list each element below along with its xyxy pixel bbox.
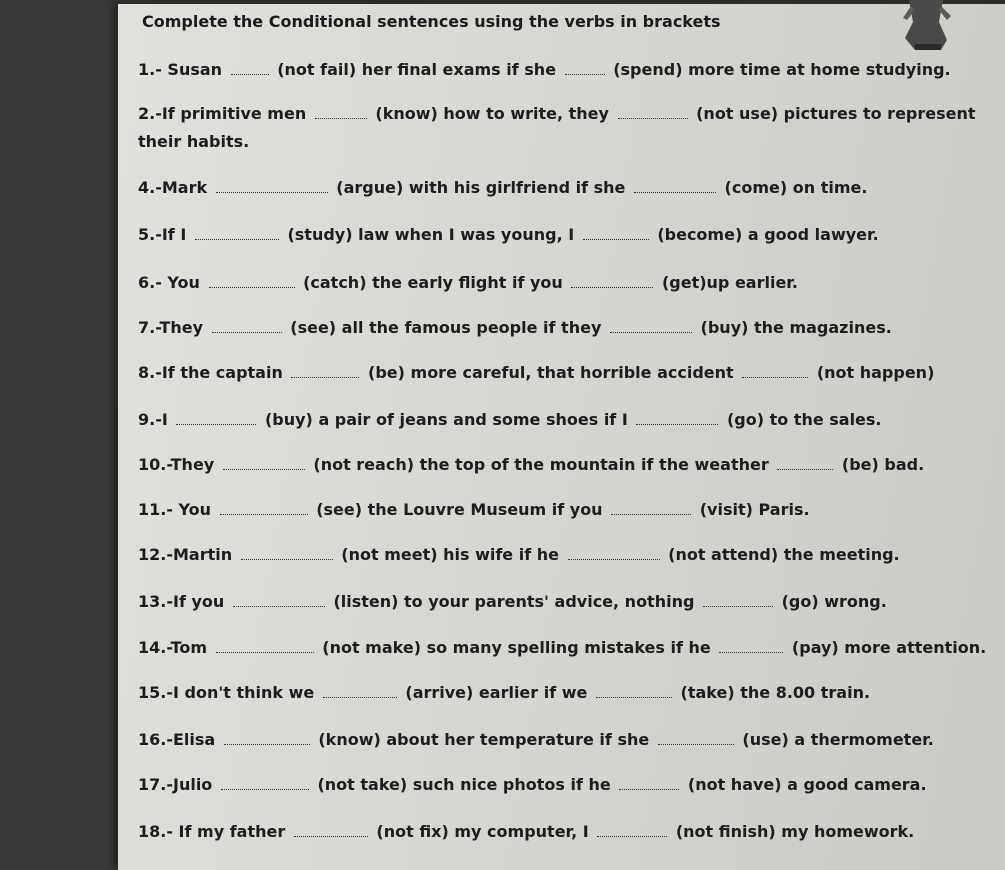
exercise-item	[138, 363, 934, 383]
answer-blank[interactable]	[619, 777, 679, 790]
answer-blank[interactable]	[241, 547, 333, 560]
answer-blank[interactable]	[291, 365, 359, 378]
answer-blank[interactable]	[323, 685, 397, 698]
item-middle: (listen) to your parents' advice, nothing	[333, 592, 695, 611]
answer-blank[interactable]	[618, 106, 688, 119]
answer-blank[interactable]	[209, 275, 295, 288]
item-middle: (not meet) his wife if he	[341, 545, 559, 564]
item-end: (not attend) the meeting.	[668, 545, 900, 564]
item-end: (use) a thermometer.	[742, 730, 934, 749]
item-end: (buy) the magazines.	[700, 318, 892, 337]
exercise-item	[138, 178, 867, 198]
answer-blank[interactable]	[315, 106, 367, 119]
answer-blank[interactable]	[216, 640, 314, 653]
item-start: 7.-They	[138, 318, 204, 337]
item-start: 16.-Elisa	[138, 730, 216, 749]
answer-blank[interactable]	[636, 412, 718, 425]
item-middle: (argue) with his girlfriend if she	[336, 178, 626, 197]
answer-blank[interactable]	[233, 594, 325, 607]
answer-blank[interactable]	[610, 320, 692, 333]
exercise-item	[138, 273, 798, 293]
answer-blank[interactable]	[583, 227, 649, 240]
exercise-item	[138, 730, 934, 750]
cartoon-figure-icon	[895, 0, 957, 52]
answer-blank[interactable]	[596, 685, 672, 698]
worksheet-page	[118, 0, 1005, 870]
answer-blank[interactable]	[568, 547, 660, 560]
item-start: 1.- Susan	[138, 60, 223, 79]
answer-blank[interactable]	[703, 594, 773, 607]
exercise-item	[138, 410, 882, 430]
item-start: 13.-If you	[138, 592, 225, 611]
item-middle: (not fail) her final exams if she	[277, 60, 557, 79]
answer-blank[interactable]	[212, 320, 282, 333]
item-end: (go) to the sales.	[726, 410, 882, 429]
answer-blank[interactable]	[571, 275, 653, 288]
answer-blank[interactable]	[565, 62, 605, 75]
exercise-item	[138, 592, 887, 612]
answer-blank[interactable]	[634, 180, 716, 193]
exercise-item	[138, 500, 810, 520]
item-start: 2.-If primitive men	[138, 104, 307, 123]
item-middle: (see) all the famous people if they	[290, 318, 602, 337]
item-end: (spend) more time at home studying.	[613, 60, 951, 79]
answer-blank[interactable]	[719, 640, 783, 653]
item-end: (come) on time.	[724, 178, 868, 197]
item-middle: (not make) so many spelling mistakes if he	[322, 638, 711, 657]
answer-blank[interactable]	[777, 457, 833, 470]
item-middle: (know) how to write, they	[375, 104, 609, 123]
answer-blank[interactable]	[216, 180, 328, 193]
exercise-item	[138, 775, 927, 795]
answer-blank[interactable]	[176, 412, 256, 425]
answer-blank[interactable]	[658, 732, 734, 745]
exercise-item	[138, 683, 870, 703]
item-middle: (know) about her temperature if she	[318, 730, 650, 749]
item-start: 9.-I	[138, 410, 168, 429]
item-middle: (not take) such nice photos if he	[317, 775, 611, 794]
item-start: 14.-Tom	[138, 638, 208, 657]
exercise-item	[138, 638, 986, 658]
answer-blank[interactable]	[220, 502, 308, 515]
exercise-item	[138, 545, 900, 565]
item-start: 17.-Julio	[138, 775, 213, 794]
item-middle: (not fix) my computer, I	[376, 822, 589, 841]
answer-blank[interactable]	[221, 777, 309, 790]
item-start: 6.- You	[138, 273, 200, 292]
item-middle: (see) the Louvre Museum if you	[316, 500, 603, 519]
answer-blank[interactable]	[294, 824, 368, 837]
worksheet-title: Complete the Conditional sentences using the verbs in brackets	[142, 12, 721, 31]
exercise-item	[138, 822, 914, 842]
answer-blank[interactable]	[231, 62, 269, 75]
item-end: (not have) a good camera.	[687, 775, 927, 794]
answer-blank[interactable]	[195, 227, 279, 240]
item-end: (pay) more attention.	[791, 638, 987, 657]
item-end: (not happen)	[816, 363, 935, 382]
item-start: 12.-Martin	[138, 545, 233, 564]
item-end: (take) the 8.00 train.	[680, 683, 871, 702]
item-middle: (catch) the early flight if you	[303, 273, 563, 292]
item-end: (visit) Paris.	[699, 500, 810, 519]
item-start: 15.-I don't think we	[138, 683, 315, 702]
item-end: (become) a good lawyer.	[657, 225, 879, 244]
item-middle: (be) more careful, that horrible accident	[368, 363, 734, 382]
exercise-item	[138, 100, 978, 156]
item-start: 11.- You	[138, 500, 212, 519]
answer-blank[interactable]	[742, 365, 808, 378]
item-start: 10.-They	[138, 455, 215, 474]
exercise-item	[138, 225, 879, 245]
exercise-item	[138, 455, 924, 475]
item-end: (get)up earlier.	[661, 273, 798, 292]
item-end: (go) wrong.	[781, 592, 887, 611]
item-start: 18.- If my father	[138, 822, 286, 841]
answer-blank[interactable]	[223, 457, 305, 470]
item-end: (be) bad.	[841, 455, 925, 474]
item-start: 8.-If the captain	[138, 363, 283, 382]
item-middle: (study) law when I was young, I	[287, 225, 575, 244]
answer-blank[interactable]	[597, 824, 667, 837]
exercise-item	[138, 318, 892, 338]
item-end: (not use) pictures to represent their habits.	[138, 104, 976, 151]
exercise-item	[138, 60, 951, 80]
item-start: 4.-Mark	[138, 178, 208, 197]
item-end: (not finish) my homework.	[675, 822, 915, 841]
answer-blank[interactable]	[611, 502, 691, 515]
item-middle: (not reach) the top of the mountain if the weather	[313, 455, 769, 474]
item-middle: (arrive) earlier if we	[405, 683, 588, 702]
answer-blank[interactable]	[224, 732, 310, 745]
item-middle: (buy) a pair of jeans and some shoes if I	[264, 410, 628, 429]
item-start: 5.-If I	[138, 225, 187, 244]
